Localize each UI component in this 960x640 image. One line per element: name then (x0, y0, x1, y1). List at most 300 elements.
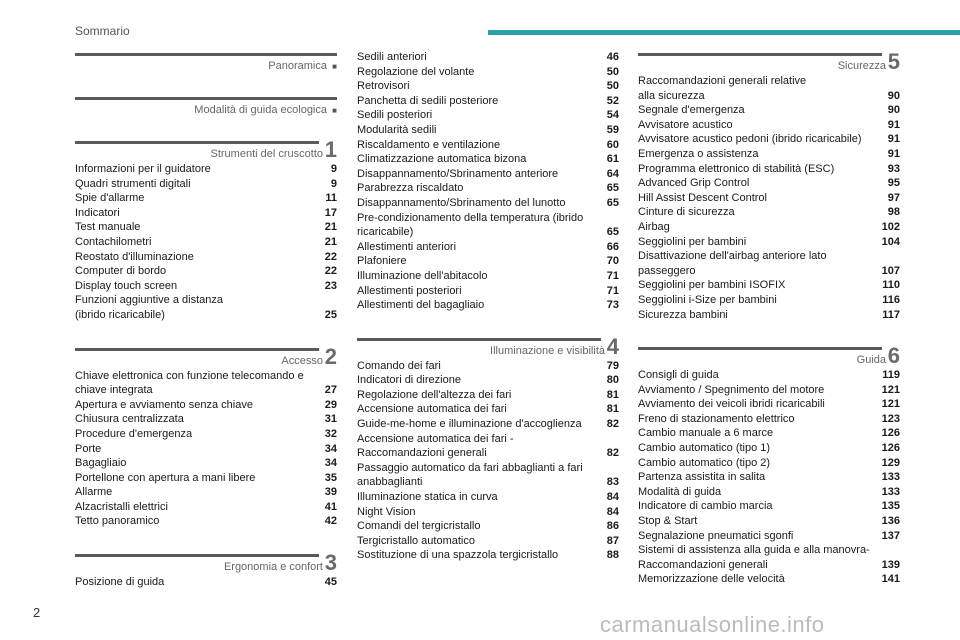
toc-entry[interactable] (638, 89, 900, 104)
toc-entry-page: 39 (324, 486, 337, 499)
section-title[interactable]: Sicurezza (837, 60, 886, 72)
section-number: 2 (324, 343, 337, 369)
section-rule (75, 348, 319, 351)
toc-entry-page: 22 (324, 250, 337, 263)
section-header (75, 138, 337, 162)
watermark: carmanualsonline.info (600, 612, 825, 637)
toc-entry-label: Passaggio automatico da fari abbaglianti a fari (357, 461, 583, 474)
toc-entry[interactable] (357, 534, 619, 549)
toc-entry-label: anabbaglianti (357, 476, 423, 489)
toc-entry-page: 81 (606, 388, 619, 401)
toc-entry[interactable] (357, 373, 619, 388)
toc-entry-page: 64 (606, 167, 619, 180)
toc-entry-page: 135 (881, 500, 900, 513)
toc-entry[interactable] (75, 471, 337, 486)
toc-entry-page: 32 (324, 427, 337, 440)
section-rule (638, 53, 882, 56)
toc-entry-page: 88 (606, 549, 619, 562)
toc-entry-page: 139 (881, 558, 900, 571)
toc-entry-label: Sedili anteriori (357, 51, 427, 63)
toc-entry[interactable] (638, 499, 900, 514)
toc-entry-page: 104 (881, 235, 900, 248)
toc-entry-page: 17 (324, 206, 337, 219)
toc-entry-page: 91 (887, 147, 900, 160)
toc-entry[interactable] (638, 191, 900, 206)
toc-entry-page: 141 (881, 573, 900, 586)
toc-entry-label: Accensione automatica dei fari - (357, 432, 514, 445)
toc-entry[interactable] (75, 485, 337, 500)
section-title[interactable]: Guida (856, 354, 886, 367)
toc-entry-label: Climatizzazione automatica bizona (357, 153, 527, 166)
toc-entry-label: Illuminazione dell'abitacolo (357, 269, 488, 282)
toc-entry[interactable] (638, 368, 900, 383)
toc-entry[interactable] (357, 298, 619, 313)
toc-entry[interactable] (638, 485, 900, 500)
toc-entry[interactable] (75, 398, 337, 413)
toc-entry-page: 46 (606, 51, 619, 63)
toc-entry[interactable] (75, 514, 337, 529)
toc-entry-page: 90 (887, 104, 900, 117)
toc-entry-list (75, 162, 337, 323)
toc-entry-label: Avviamento dei veicoli ibridi ricaricabili (638, 398, 825, 411)
toc-entry-list (357, 50, 619, 313)
toc-entry-label: Disappannamento/Sbrinamento del lunotto (357, 196, 566, 209)
toc-entry-page: 29 (324, 398, 337, 411)
toc-section (357, 335, 619, 563)
toc-entry[interactable] (638, 470, 900, 485)
section-header (75, 551, 337, 575)
toc-entry-page: 133 (881, 471, 900, 484)
toc-entry-page: 23 (324, 279, 337, 292)
toc-entry-label: Plafoniere (357, 255, 407, 268)
toc-entry-label: passeggero (638, 264, 696, 277)
toc-entry-page: 98 (887, 206, 900, 219)
toc-entry-label: Sedili posteriori (357, 109, 433, 122)
toc-entry[interactable] (357, 181, 619, 196)
toc-entry-label: Partenza assistita in salita (638, 471, 766, 484)
toc-entry-page: 137 (881, 529, 900, 542)
toc-entry-page: 35 (324, 471, 337, 484)
toc-entry-label: Airbag (638, 220, 670, 233)
toc-entry-page: 136 (881, 515, 900, 528)
toc-entry-page: 95 (887, 177, 900, 190)
toc-entry[interactable] (75, 412, 337, 427)
section-rule (357, 338, 601, 341)
toc-entry[interactable] (357, 388, 619, 403)
toc-entry-label: ricaricabile) (357, 226, 414, 239)
toc-entry-page: 133 (881, 485, 900, 498)
toc-entry[interactable] (357, 94, 619, 109)
toc-entry-label: Hill Assist Descent Control (638, 191, 767, 204)
toc-entry-label: Contachilometri (75, 235, 152, 248)
toc-entry-page: 9 (330, 163, 337, 175)
toc-entry-label: alla sicurezza (638, 89, 705, 102)
square-bullet-icon: ■ (332, 106, 337, 115)
toc-entry-list (638, 74, 900, 322)
toc-entry-label: Apertura e avviamento senza chiave (75, 398, 253, 411)
toc-entry-page: 82 (606, 418, 619, 431)
toc-entry-page: 117 (882, 308, 900, 321)
section-header (75, 345, 337, 369)
toc-entry-page: 87 (606, 534, 619, 547)
toc-entry[interactable] (357, 225, 619, 240)
toc-entry-page: 34 (324, 457, 337, 470)
toc-entry-page: 119 (882, 369, 900, 382)
toc-section (75, 94, 337, 120)
toc-entry[interactable] (638, 264, 900, 279)
section-rule (75, 141, 319, 144)
toc-entry-label: Modalità di guida (638, 485, 722, 498)
toc-column-3 (638, 50, 900, 587)
toc-entry[interactable] (357, 475, 619, 490)
section-header (75, 50, 337, 76)
toc-entry[interactable] (357, 446, 619, 461)
toc-section (75, 551, 337, 590)
section-number: 1 (324, 137, 337, 162)
section-title[interactable]: Strumenti del cruscotto (210, 148, 323, 160)
toc-entry-page: 50 (606, 80, 619, 93)
toc-entry-label: Retrovisori (357, 80, 410, 93)
toc-entry-label: Quadri strumenti digitali (75, 177, 191, 190)
toc-column-2 (357, 50, 619, 563)
toc-entry-page: 41 (324, 500, 337, 513)
toc-entry-label: Cambio automatico (tipo 1) (638, 442, 771, 455)
toc-entry-label: Informazioni per il guidatore (75, 163, 211, 175)
toc-entry-page: 102 (881, 220, 900, 233)
toc-entry-page: 9 (330, 177, 337, 190)
section-rule (75, 97, 337, 100)
toc-entry[interactable] (638, 558, 900, 573)
toc-entry-label: Regolazione dell'altezza dei fari (357, 388, 512, 401)
toc-entry[interactable] (75, 308, 337, 323)
toc-entry-page: 25 (324, 308, 337, 321)
toc-entry-label: Avvisatore acustico (638, 118, 733, 131)
toc-entry-label: Funzioni aggiuntive a distanza (75, 294, 223, 307)
toc-entry-label: Allestimenti posteriori (357, 284, 462, 297)
toc-entry-page: 50 (606, 65, 619, 78)
toc-section (75, 345, 337, 530)
toc-entry-page: 107 (881, 264, 900, 277)
toc-entry-label: Spie d'allarme (75, 192, 145, 205)
toc-entry-label: Sistemi di assistenza alla guida e alla manovra- (638, 544, 870, 557)
toc-entry-label: Parabrezza riscaldato (357, 182, 464, 195)
toc-entry[interactable] (75, 264, 337, 279)
toc-section (75, 50, 337, 76)
toc-entry-label: Disattivazione dell'airbag anteriore lato (638, 250, 827, 263)
toc-entry-label: Indicatore di cambio marcia (638, 500, 773, 513)
toc-entry[interactable] (357, 432, 619, 447)
toc-entry-label: Cambio manuale a 6 marce (638, 427, 774, 440)
toc-entry-label: Segnale d'emergenza (638, 104, 745, 117)
toc-entry[interactable] (357, 519, 619, 534)
toc-entry-label: Comandi del tergicristallo (357, 520, 481, 533)
toc-entry[interactable] (638, 220, 900, 235)
toc-entry[interactable] (357, 417, 619, 432)
toc-entry-label: Chiave elettronica con funzione telecomando e (75, 369, 304, 382)
toc-section (638, 50, 900, 322)
section-rule (75, 554, 319, 557)
toc-entry-label: Seggiolini per bambini (638, 235, 747, 248)
toc-entry-label: Raccomandazioni generali (638, 558, 768, 571)
toc-entry[interactable] (638, 308, 900, 323)
toc-entry-label: Alzacristalli elettrici (75, 500, 168, 513)
toc-entry[interactable] (638, 235, 900, 250)
toc-entry[interactable] (357, 50, 619, 65)
toc-entry-page: 31 (324, 413, 337, 426)
toc-entry[interactable] (357, 240, 619, 255)
toc-entry-page: 65 (606, 226, 619, 239)
toc-entry-label: Raccomandazioni generali relative (638, 75, 807, 87)
toc-section (357, 50, 619, 313)
toc-entry[interactable] (638, 74, 900, 89)
toc-entry-page: 84 (606, 491, 619, 504)
toc-entry[interactable] (75, 250, 337, 265)
section-title[interactable]: Panoramica (268, 60, 327, 72)
toc-entry-label: Regolazione del volante (357, 65, 475, 78)
toc-entry[interactable] (75, 177, 337, 192)
toc-entry-page: 121 (881, 383, 900, 396)
toc-entry[interactable] (638, 426, 900, 441)
toc-entry-page: 54 (606, 109, 619, 122)
header-accent-bar (488, 30, 960, 35)
toc-entry[interactable] (357, 123, 619, 138)
toc-entry-label: Panchetta di sedili posteriore (357, 94, 499, 107)
toc-entry[interactable] (638, 441, 900, 456)
toc-entry[interactable] (357, 254, 619, 269)
toc-entry[interactable] (357, 548, 619, 563)
toc-entry-label: Allarme (75, 486, 113, 499)
toc-entry[interactable] (357, 65, 619, 80)
toc-entry-label: Portellone con apertura a mani libere (75, 471, 256, 484)
toc-entry[interactable] (357, 167, 619, 182)
section-number: 5 (887, 49, 900, 74)
section-number: 6 (887, 343, 900, 369)
toc-entry-label: Illuminazione statica in curva (357, 491, 498, 504)
toc-entry[interactable] (357, 490, 619, 505)
section-title[interactable]: Ergonomia e confort (223, 561, 323, 574)
toc-entry[interactable] (638, 162, 900, 177)
toc-entry-page: 61 (606, 153, 619, 166)
page-number: 2 (33, 605, 41, 620)
toc-entry[interactable] (75, 456, 337, 471)
toc-entry[interactable] (638, 456, 900, 471)
toc-column-1 (75, 50, 337, 590)
toc-entry-label: Advanced Grip Control (638, 177, 750, 190)
toc-entry-page: 83 (606, 476, 619, 489)
toc-entry-label: Emergenza o assistenza (638, 147, 759, 160)
toc-entry-label: Stop & Start (638, 515, 698, 528)
toc-entry[interactable] (75, 279, 337, 294)
toc-entry[interactable] (357, 211, 619, 226)
toc-entry-label: Pre-condizionamento della temperatura (ibrido (357, 211, 584, 224)
section-header (638, 50, 900, 74)
toc-section (75, 138, 337, 323)
toc-entry[interactable] (357, 505, 619, 520)
toc-entry[interactable] (75, 235, 337, 250)
toc-entry-page: 11 (325, 192, 337, 205)
toc-entry-page: 79 (606, 359, 619, 372)
toc-entry-page: 90 (887, 89, 900, 102)
toc-entry-page: 66 (606, 240, 619, 253)
section-title[interactable]: Illuminazione e visibilità (490, 344, 605, 357)
toc-entry[interactable] (75, 383, 337, 398)
toc-entry[interactable] (638, 397, 900, 412)
toc-entry[interactable] (638, 383, 900, 398)
toc-entry[interactable] (357, 79, 619, 94)
toc-entry-label: Seggiolini i-Size per bambini (638, 293, 777, 306)
toc-entry-label: Computer di bordo (75, 265, 167, 278)
toc-entry[interactable] (357, 359, 619, 374)
toc-entry-page: 81 (606, 403, 619, 416)
toc-entry-label: (ibrido ricaricabile) (75, 308, 165, 321)
toc-entry-label: Modularità sedili (357, 123, 437, 136)
toc-entry[interactable] (357, 196, 619, 211)
toc-entry[interactable] (638, 147, 900, 162)
toc-entry-label: Indicatori di direzione (357, 374, 461, 387)
toc-entry-page: 71 (606, 269, 619, 282)
toc-entry-page: 126 (881, 442, 900, 455)
toc-entry-label: Comando dei fari (357, 359, 441, 372)
section-rule (75, 53, 337, 56)
toc-entry-page: 82 (606, 447, 619, 460)
toc-entry-list (75, 369, 337, 530)
toc-entry-page: 45 (324, 576, 337, 589)
section-number: 4 (606, 333, 619, 359)
toc-entry[interactable] (638, 132, 900, 147)
toc-entry-label: Chiusura centralizzata (75, 413, 184, 426)
toc-entry-label: Avvisatore acustico pedoni (ibrido ricaricabile) (638, 133, 862, 146)
toc-entry-page: 97 (887, 191, 900, 204)
toc-entry[interactable] (357, 108, 619, 123)
toc-entry-page: 126 (881, 427, 900, 440)
toc-entry-page: 93 (887, 162, 900, 175)
toc-entry[interactable] (357, 284, 619, 299)
toc-entry-page: 59 (606, 123, 619, 136)
section-rule (638, 347, 882, 350)
section-header (638, 344, 900, 368)
toc-entry[interactable] (75, 162, 337, 177)
toc-entry-page: 73 (606, 299, 619, 312)
toc-entry-page: 34 (324, 442, 337, 455)
header-title: Sommario (75, 24, 130, 38)
toc-entry[interactable] (638, 118, 900, 133)
toc-entry-label: Sostituzione di una spazzola tergicristallo (357, 549, 559, 562)
toc-entry-label: Raccomandazioni generali (357, 447, 487, 460)
toc-entry-label: Procedure d'emergenza (75, 427, 193, 440)
toc-entry-label: Allestimenti anteriori (357, 240, 457, 253)
toc-entry-label: chiave integrata (75, 384, 153, 397)
toc-entry[interactable] (638, 249, 900, 264)
toc-entry-label: Avviamento / Spegnimento del motore (638, 383, 825, 396)
toc-entry[interactable] (357, 269, 619, 284)
toc-entry-label: Consigli di guida (638, 369, 719, 382)
toc-entry[interactable] (75, 442, 337, 457)
toc-entry-label: Accensione automatica dei fari (357, 403, 507, 416)
toc-entry-label: Sicurezza bambini (638, 308, 728, 321)
toc-entry-label: Porte (75, 442, 102, 455)
toc-entry-page: 60 (606, 138, 619, 151)
toc-entry-page: 71 (606, 284, 619, 297)
toc-entry-list (75, 575, 337, 590)
toc-entry[interactable] (638, 205, 900, 220)
toc-entry-page: 65 (606, 196, 619, 209)
toc-entry-label: Allestimenti del bagagliaio (357, 299, 485, 312)
toc-entry-page: 86 (606, 520, 619, 533)
toc-entry-page: 129 (881, 456, 900, 469)
section-title[interactable]: Accesso (281, 354, 323, 367)
toc-entry-label: Cinture di sicurezza (638, 206, 735, 219)
toc-entry-label: Disappannamento/Sbrinamento anteriore (357, 167, 559, 180)
toc-entry[interactable] (357, 138, 619, 153)
toc-entry[interactable] (638, 278, 900, 293)
toc-entry[interactable] (75, 575, 337, 590)
toc-entry-page: 116 (882, 293, 900, 306)
toc-entry-label: Freno di stazionamento elettrico (638, 412, 795, 425)
toc-entry[interactable] (638, 103, 900, 118)
toc-entry[interactable] (75, 191, 337, 206)
toc-entry-page: 21 (324, 221, 337, 234)
toc-entry-list (638, 368, 900, 587)
toc-entry-page: 52 (606, 94, 619, 107)
toc-entry[interactable] (75, 500, 337, 515)
toc-entry-label: Cambio automatico (tipo 2) (638, 456, 771, 469)
toc-entry[interactable] (638, 514, 900, 529)
toc-entry-label: Tergicristallo automatico (357, 534, 475, 547)
toc-entry[interactable] (638, 572, 900, 587)
toc-entry-page: 123 (881, 412, 900, 425)
toc-entry[interactable] (638, 176, 900, 191)
toc-entry[interactable] (638, 412, 900, 427)
toc-entry-label: Seggiolini per bambini ISOFIX (638, 279, 786, 292)
toc-entry-label: Tetto panoramico (75, 515, 160, 528)
toc-entry-label: Riscaldamento e ventilazione (357, 138, 501, 151)
toc-entry[interactable] (75, 369, 337, 384)
toc-entry[interactable] (75, 220, 337, 235)
toc-entry[interactable] (638, 293, 900, 308)
toc-entry-label: Indicatori (75, 206, 120, 219)
toc-entry-label: Reostato d'illuminazione (75, 250, 194, 263)
toc-entry-label: Posizione di guida (75, 576, 165, 589)
toc-entry[interactable] (75, 427, 337, 442)
toc-entry[interactable] (357, 461, 619, 476)
section-number: 3 (324, 550, 337, 576)
section-header (357, 335, 619, 359)
toc-entry[interactable] (357, 402, 619, 417)
section-header (75, 94, 337, 120)
toc-entry-label: Programma elettronico di stabilità (ESC) (638, 162, 835, 175)
toc-entry[interactable] (75, 206, 337, 221)
square-bullet-icon: ■ (332, 62, 337, 71)
toc-entry-page: 91 (887, 133, 900, 146)
section-title[interactable]: Modalità di guida ecologica (194, 104, 327, 116)
toc-entry[interactable] (357, 152, 619, 167)
toc-section (638, 344, 900, 587)
toc-entry-page: 22 (324, 265, 337, 278)
toc-entry-page: 121 (881, 398, 900, 411)
toc-entry-page: 65 (606, 182, 619, 195)
toc-entry[interactable] (75, 293, 337, 308)
toc-entry-page: 84 (606, 505, 619, 518)
toc-entry-page: 21 (324, 235, 337, 248)
toc-entry-page: 80 (606, 374, 619, 387)
toc-entry-page: 70 (606, 255, 619, 268)
toc-entry[interactable] (638, 543, 900, 558)
toc-entry-page: 110 (882, 279, 900, 292)
toc-entry-page: 27 (324, 384, 337, 397)
toc-entry[interactable] (638, 529, 900, 544)
toc-entry-label: Guide-me-home e illuminazione d'accoglienza (357, 418, 582, 431)
toc-entry-label: Bagagliaio (75, 457, 127, 470)
